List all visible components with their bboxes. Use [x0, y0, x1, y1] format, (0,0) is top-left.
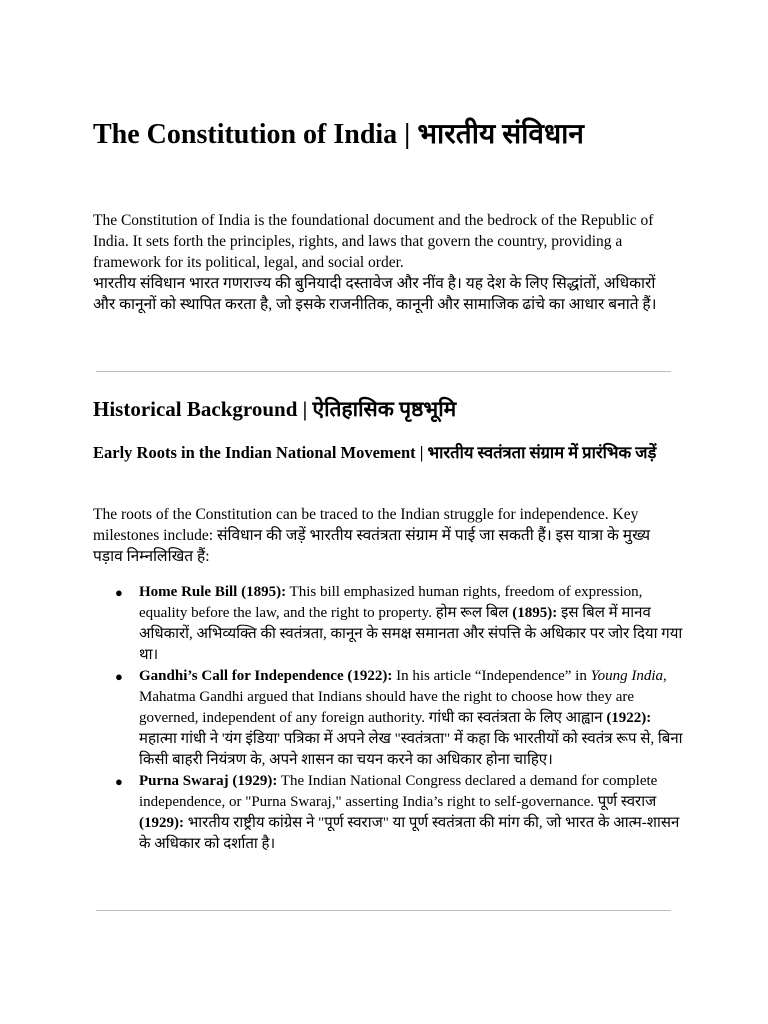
- item-text: , Mahatma Gandhi argued that Indians should have the right to choose how they are governed, independent of any foreign authority. गांधी का स्वतंत्रता के लिए आह्वान: [139, 668, 667, 726]
- item-title: Purna Swaraj (1929):: [139, 773, 278, 789]
- milestones-list: [93, 582, 683, 855]
- list-item-purna-swaraj: [93, 771, 683, 855]
- item-italic-title: Young India: [590, 668, 663, 684]
- intro-paragraph: [93, 210, 658, 315]
- intro-english: The Constitution of India is the foundational document and the bedrock of the Republic of India. It sets forth the principles, rights, and laws that govern the country, providing a framework for its political, legal, and social order.: [93, 212, 654, 271]
- bullet-icon: ●: [115, 585, 123, 600]
- item-hindi-title: (1929):: [139, 815, 184, 831]
- intro-hindi: भारतीय संविधान भारत गणराज्य की बुनियादी दस्तावेज और नींव है। यह देश के लिए सिद्धांतों, अधिकारों और कानूनों को स्थापित करता है, जो इसके राजनीतिक, कानूनी और सामाजिक ढांचे का आधार बनाते हैं।: [93, 275, 657, 313]
- list-item-home-rule: [93, 582, 683, 666]
- section-divider-top: [96, 371, 671, 372]
- section-subheading: Early Roots in the Indian National Movement | भारतीय स्वतंत्रता संग्राम में प्रारंभिक जड़ें: [93, 443, 657, 462]
- section-heading: Historical Background | ऐतिहासिक पृष्ठभूमि: [93, 397, 457, 421]
- bullet-icon: ●: [115, 774, 123, 789]
- lead-paragraph: The roots of the Constitution can be traced to the Indian struggle for independence. Key milestones include: संविधान की जड़ें भारतीय स्वतंत्रता संग्राम में पाई जा सकती हैं। इस यात्रा के मुख्य पड़ाव निम्नलिखित हैं:: [93, 506, 651, 565]
- item-hindi-text: महात्मा गांधी ने 'यंग इंडिया' पत्रिका में अपने लेख "स्वतंत्रता" में कहा कि भारतीयों को स्वतंत्र रूप से, बिना किसी बाहरी नियंत्रण के, अपने शासन का चयन करने का अधिकार होना चाहिए।: [139, 731, 683, 768]
- item-hindi-text: भारतीय राष्ट्रीय कांग्रेस ने "पूर्ण स्वराज" या पूर्ण स्वतंत्रता की मांग की, जो भारत के आत्म-शासन के अधिकार को दर्शाता है।: [139, 815, 680, 852]
- item-text-before: In his article “Independence” in: [392, 668, 591, 684]
- item-hindi-title: (1922):: [606, 710, 652, 726]
- bullet-icon: ●: [115, 669, 123, 684]
- section-divider-bottom: [96, 910, 671, 911]
- item-text: This bill emphasized human rights, freedom of expression, equality before the law, and the right to property. होम रूल बिल: [139, 584, 643, 621]
- page-title: The Constitution of India | भारतीय संविधान: [93, 119, 584, 150]
- item-text: The Indian National Congress declared a demand for complete independence, or "Purna Swaraj," asserting India’s right to self-governance. पूर्ण स्वराज: [139, 773, 658, 810]
- item-hindi-text: इस बिल में मानव अधिकारों, अभिव्यक्ति की स्वतंत्रता, कानून के समक्ष समानता और संपत्ति के अधिकार पर जोर दिया गया था।: [139, 605, 683, 663]
- item-title: Gandhi’s Call for Independence (1922):: [139, 668, 393, 684]
- item-title: Home Rule Bill (1895):: [139, 584, 287, 600]
- list-item-gandhi-call: [93, 666, 683, 771]
- item-hindi-title: (1895):: [512, 605, 558, 621]
